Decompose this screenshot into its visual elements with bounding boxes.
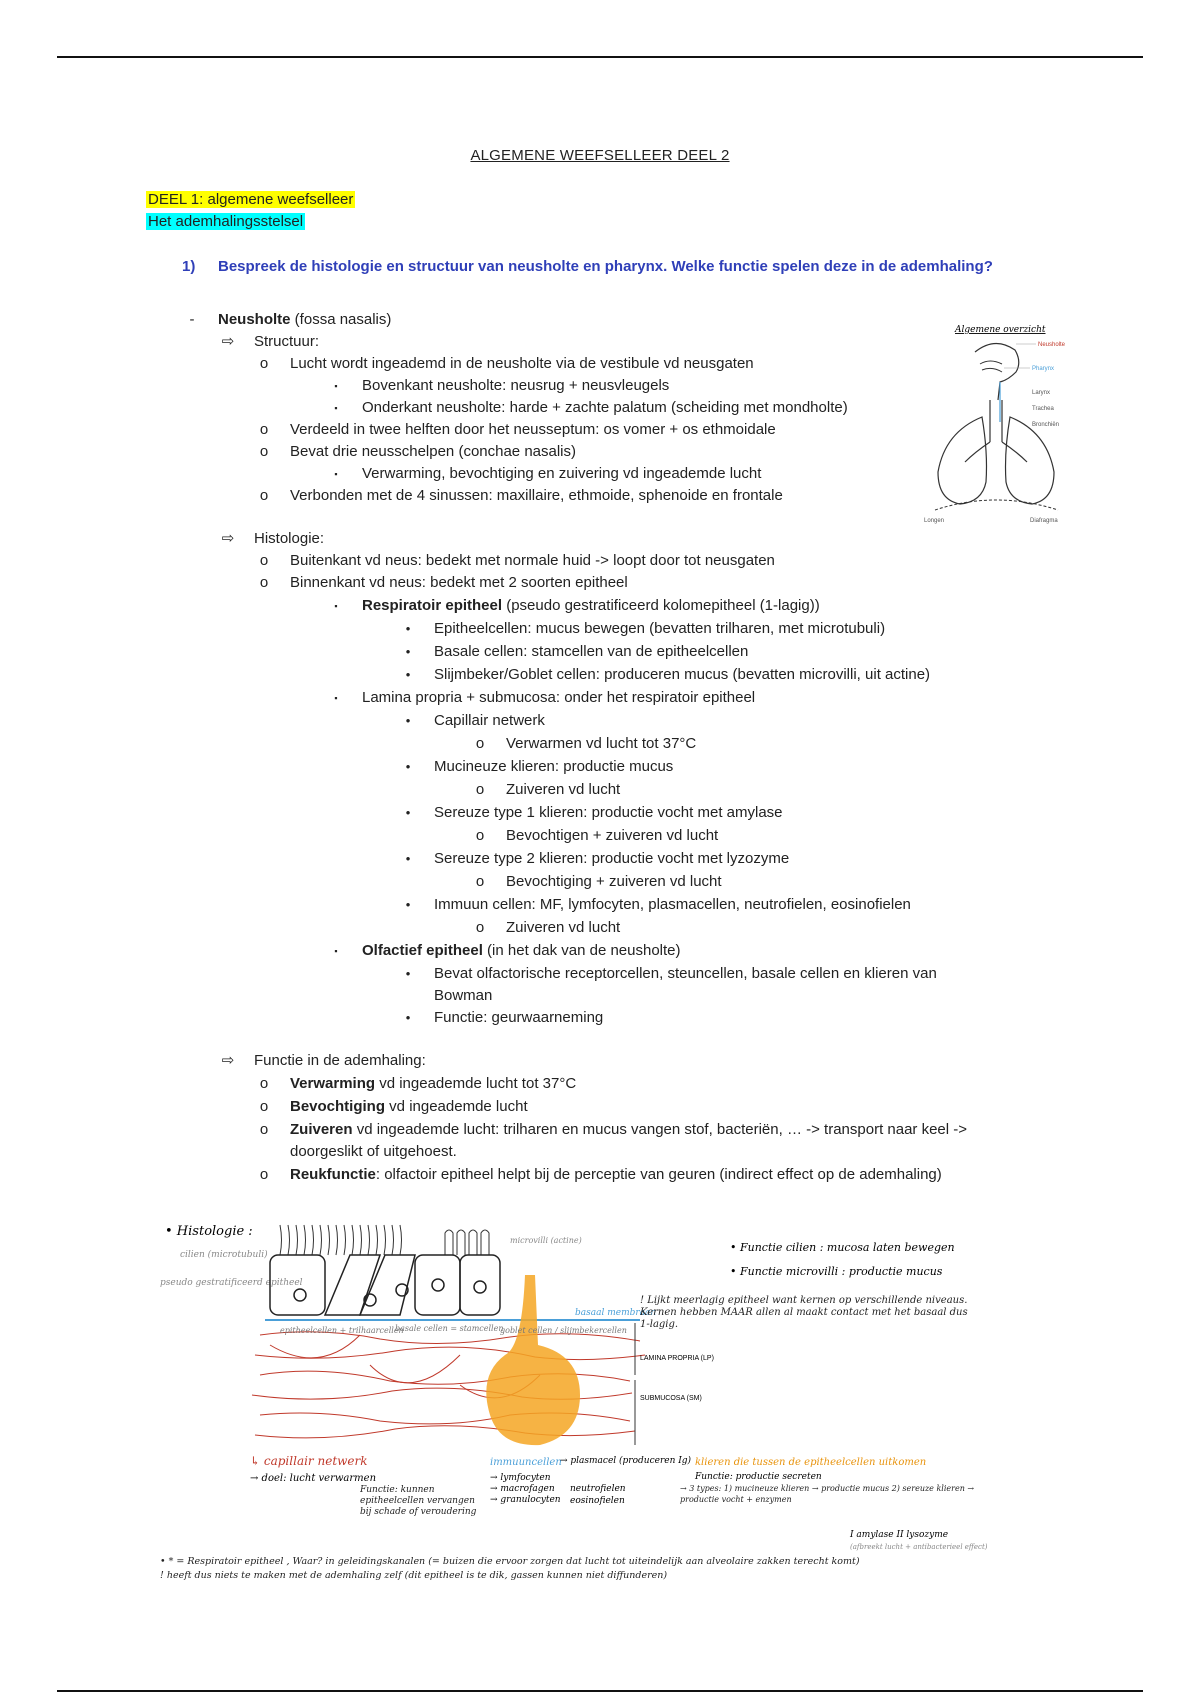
line-text: doorgeslikt of uitgehoest. [290, 1143, 457, 1160]
bullet-marker: ▪ [334, 381, 338, 391]
note-line [405, 804, 783, 822]
line-text: Functie in de ademhaling: [254, 1052, 426, 1069]
anatomy-label-larynx: Larynx [1032, 390, 1051, 396]
note-line [475, 873, 722, 891]
anatomy-label-longen: Longen [924, 518, 945, 524]
note-line [334, 377, 670, 395]
immune-eosinophils: eosinofielen [570, 1496, 625, 1506]
bullet-marker: o [475, 919, 485, 936]
line-bold-term: Zuiveren [290, 1121, 353, 1138]
bullet-marker: - [189, 311, 195, 328]
note-line [259, 443, 577, 461]
bullet-marker: o [475, 735, 485, 752]
basal-membrane-label: basaal membraan [575, 1308, 657, 1318]
note-line [221, 1052, 426, 1070]
line-bold-term: Reukfunctie [290, 1166, 376, 1183]
bullet-marker: ▪ [334, 469, 338, 479]
anatomy-label-diafragma: Diafragma [1030, 518, 1058, 524]
bullet-marker: o [259, 421, 269, 438]
note-line [405, 965, 937, 983]
bullet-marker: • [405, 667, 411, 682]
bullet-marker: o [475, 827, 485, 844]
glands-types: → 3 types: 1) mucineuze klieren → productie mucus 2) sereuze klieren → productie vocht + enzymen [680, 1484, 975, 1504]
line-text: Epitheelcellen: mucus bewegen (bevatten trilharen, met microtubuli) [434, 620, 886, 637]
question [182, 258, 993, 275]
note-line [259, 574, 628, 592]
part-label: DEEL 1: algemene weefselleer [148, 191, 354, 208]
section-label: Het ademhalingsstelsel [148, 213, 304, 230]
note-multilayer: ! Lijkt meerlagig epitheel want kernen op verschillende niveaus. Kernen hebben MAAR allen al maakt contact met het basaal dus 1-lagig. [640, 1295, 968, 1330]
histology-heading: • Histologie : [165, 1224, 253, 1239]
note-line [475, 919, 621, 937]
bullet-marker: • [405, 805, 411, 820]
anatomy-title: Algemene overzicht [955, 325, 1046, 335]
line-text: vd ingeademde lucht tot 37°C [375, 1075, 577, 1092]
respiratory-overview-figure [920, 322, 1185, 534]
layer-submucosa-label: SUBMUCOSA (SM) [640, 1395, 702, 1402]
footer-note-2: ! heeft dus niets te maken met de ademhaling zelf (dit epitheel is te dik, gassen kunnen niet diffunderen) [160, 1570, 668, 1581]
anatomy-label-trachea: Trachea [1032, 406, 1054, 412]
line-text: Lamina propria + submucosa: onder het respiratoir epitheel [362, 689, 756, 706]
anatomy-label-bronchien: Bronchiën [1032, 422, 1060, 428]
immune-label: immuuncellen [490, 1457, 562, 1468]
bullet-marker: ▪ [334, 693, 338, 703]
bullet-marker: ▪ [334, 601, 338, 611]
note-line [405, 896, 911, 914]
label-basal-cells: basale cellen = stamcellen [395, 1324, 504, 1333]
note-line [259, 552, 775, 570]
bullet-marker: • [405, 621, 411, 636]
line-text: Structuur: [254, 333, 320, 350]
line-text: Functie: geurwaarneming [434, 1009, 604, 1026]
line-text: Slijmbeker/Goblet cellen: produceren mucus (bevatten microvilli, uit actine) [434, 666, 931, 683]
line-text: Bevat drie neusschelpen (conchae nasalis) [290, 443, 577, 460]
bullet-marker: ⇨ [221, 530, 235, 547]
note-line [475, 827, 719, 845]
top-rule [57, 56, 1143, 58]
note-line [189, 311, 392, 329]
line-bold-term: Verwarming [290, 1075, 376, 1092]
line-text: vd ingeademde lucht: trilharen en mucus vangen stof, bacteriën, … -> transport naar keel -> [352, 1121, 968, 1138]
line-text: Sereuze type 2 klieren: productie vocht met lyzozyme [434, 850, 790, 867]
line-bold-term: Neusholte [218, 311, 291, 328]
line-text: : olfactoir epitheel helpt bij de perceptie van geuren (indirect effect op de ademhaling) [375, 1166, 942, 1183]
line-text: Bevochtigen + zuiveren vd lucht [506, 827, 719, 844]
note-line [334, 689, 756, 707]
bullet-marker: o [259, 487, 269, 504]
line-text: Bevat olfactorische receptorcellen, steuncellen, basale cellen en klieren van [434, 965, 937, 982]
layer-lamina-label: LAMINA PROPRIA (LP) [640, 1355, 714, 1362]
microvilli-label: microvilli (actine) [510, 1236, 582, 1245]
bullet-marker: o [259, 1166, 269, 1183]
line-bold-term: Olfactief epitheel [362, 942, 483, 959]
capillary-function: → doel: lucht verwarmen [250, 1473, 377, 1484]
line-text: Zuiveren vd lucht [506, 781, 621, 798]
anatomy-label-pharynx: Pharynx [1032, 366, 1055, 372]
bullet-marker: o [259, 355, 269, 372]
line-text: Binnenkant vd neus: bedekt met 2 soorten epitheel [290, 574, 628, 591]
note-line [405, 666, 931, 684]
anatomy-label-neusholte: Neusholte [1038, 342, 1066, 348]
bullet-marker: ⇨ [221, 1052, 235, 1069]
line-text: Buitenkant vd neus: bedekt met normale huid -> loopt door tot neusgaten [290, 552, 775, 569]
note-line [259, 421, 776, 439]
note-line [434, 987, 492, 1005]
line-bold-term: Bevochtiging [290, 1098, 386, 1115]
line-text: (in het dak van de neusholte) [482, 942, 681, 959]
line-text: vd ingeademde lucht [385, 1098, 528, 1115]
note-line [290, 1143, 457, 1161]
note-line [259, 1098, 528, 1116]
question-text: Bespreek de histologie en structuur van neusholte en pharynx. Welke functie spelen deze in de ademhaling? [218, 258, 993, 275]
note-line [405, 643, 749, 661]
capillary-label: ↳ capillair netwerk [250, 1454, 368, 1468]
line-text: Verwarmen vd lucht tot 37°C [506, 735, 697, 752]
bullet-marker: • [405, 966, 411, 981]
note-line [334, 465, 762, 483]
line-text: (fossa nasalis) [290, 311, 392, 328]
note-line [405, 620, 886, 638]
line-text: Verbonden met de 4 sinussen: maxillaire, ethmoide, sphenoide en frontale [290, 487, 783, 504]
line-bold-term: Respiratoir epitheel [362, 597, 503, 614]
note-line [334, 597, 820, 615]
note-line [405, 850, 790, 868]
line-text: Sereuze type 1 klieren: productie vocht met amylase [434, 804, 783, 821]
bullet-marker: o [475, 781, 485, 798]
bottom-rule [57, 1690, 1143, 1692]
note-line [475, 735, 697, 753]
immune-neutrophils: neutrofielen [570, 1484, 626, 1494]
immune-lymphocytes: → lymfocyten [490, 1473, 551, 1483]
line-text: Bovenkant neusholte: neusrug + neusvleugels [362, 377, 670, 394]
line-text: Mucineuze klieren: productie mucus [434, 758, 674, 775]
bullet-marker: o [259, 574, 269, 591]
line-text: Verdeeld in twee helften door het neusseptum: os vomer + os ethmoidale [290, 421, 776, 438]
note-line [259, 1166, 942, 1184]
footer-note-1: • * = Respiratoir epitheel , Waar? in geleidingskanalen (= buizen die ervoor zorgen dat lucht tot uiteindelijk aan alveolaire zakken terecht komt) [160, 1556, 860, 1567]
bullet-marker: o [259, 443, 269, 460]
function-microvilli: • Functie microvilli : productie mucus [730, 1265, 943, 1278]
note-line [259, 487, 783, 505]
bullet-marker: • [405, 851, 411, 866]
label-goblet-cells: goblet cellen / slijmbekercellen [500, 1326, 627, 1335]
bullet-marker: ▪ [334, 403, 338, 413]
line-text: Capillair netwerk [434, 712, 545, 729]
label-epithelial-cells: epitheelcellen + trilhaarcellen [280, 1326, 404, 1335]
bullet-marker: • [405, 759, 411, 774]
note-line [405, 1009, 604, 1027]
basal-function: Functie: kunnen epitheelcellen vervangen bij schade of veroudering [360, 1485, 477, 1517]
bullet-marker: • [405, 897, 411, 912]
line-text: Bevochtiging + zuiveren vd lucht [506, 873, 722, 890]
plasma-label: → plasmacel (produceren Ig) [560, 1456, 692, 1466]
note-pseudo: pseudo gestratificeerd epitheel [160, 1278, 303, 1288]
line-text: Onderkant neusholte: harde + zachte palatum (scheiding met mondholte) [362, 399, 848, 416]
line-text: Verwarming, bevochtiging en zuivering vd ingeademde lucht [362, 465, 762, 482]
glands-label: klieren die tussen de epitheelcellen uitkomen [695, 1457, 927, 1468]
line-text: Histologie: [254, 530, 325, 547]
question-number: 1) [182, 258, 196, 275]
bullet-marker: ⇨ [221, 333, 235, 350]
bullet-marker: o [259, 1075, 269, 1092]
enzymes-label: I amylase II lysozyme [850, 1530, 949, 1540]
document-title: ALGEMENE WEEFSELLEER DEEL 2 [470, 147, 730, 164]
note-line [259, 1121, 968, 1139]
bullet-marker: ▪ [334, 946, 338, 956]
bullet-marker: o [259, 552, 269, 569]
line-text: Lucht wordt ingeademd in de neusholte via de vestibule vd neusgaten [290, 355, 754, 372]
note-line [221, 530, 325, 548]
enzymes-note: (afbreekt lucht + antibacterieel effect) [850, 1543, 988, 1551]
bullet-marker: o [259, 1098, 269, 1115]
note-line [405, 758, 674, 776]
note-line [259, 1075, 577, 1093]
note-line [405, 712, 545, 730]
line-text: Basale cellen: stamcellen van de epitheelcellen [434, 643, 749, 660]
line-text: Immuun cellen: MF, lymfocyten, plasmacellen, neutrofielen, eosinofielen [434, 896, 911, 913]
function-cilia: • Functie cilien : mucosa laten bewegen [730, 1241, 955, 1254]
immune-macrophages: → macrofagen [490, 1484, 555, 1494]
note-line [221, 333, 320, 351]
note-cilia: cilien (microtubuli) [180, 1250, 268, 1260]
note-line [334, 399, 848, 417]
histology-figure [160, 1215, 1060, 1615]
bullet-marker: o [475, 873, 485, 890]
bullet-marker: o [259, 1121, 269, 1138]
bullet-marker: • [405, 1010, 411, 1025]
line-text: Bowman [434, 987, 493, 1004]
bullet-marker: • [405, 713, 411, 728]
bullet-marker: • [405, 644, 411, 659]
note-line [334, 942, 681, 960]
immune-granulocytes: → granulocyten [490, 1495, 561, 1505]
note-line [475, 781, 621, 799]
note-line [259, 355, 754, 373]
line-text: Zuiveren vd lucht [506, 919, 621, 936]
glands-function: Functie: productie secreten [695, 1472, 822, 1482]
footer-note [160, 1555, 880, 1583]
line-text: (pseudo gestratificeerd kolomepitheel (1-lagig)) [502, 597, 820, 614]
